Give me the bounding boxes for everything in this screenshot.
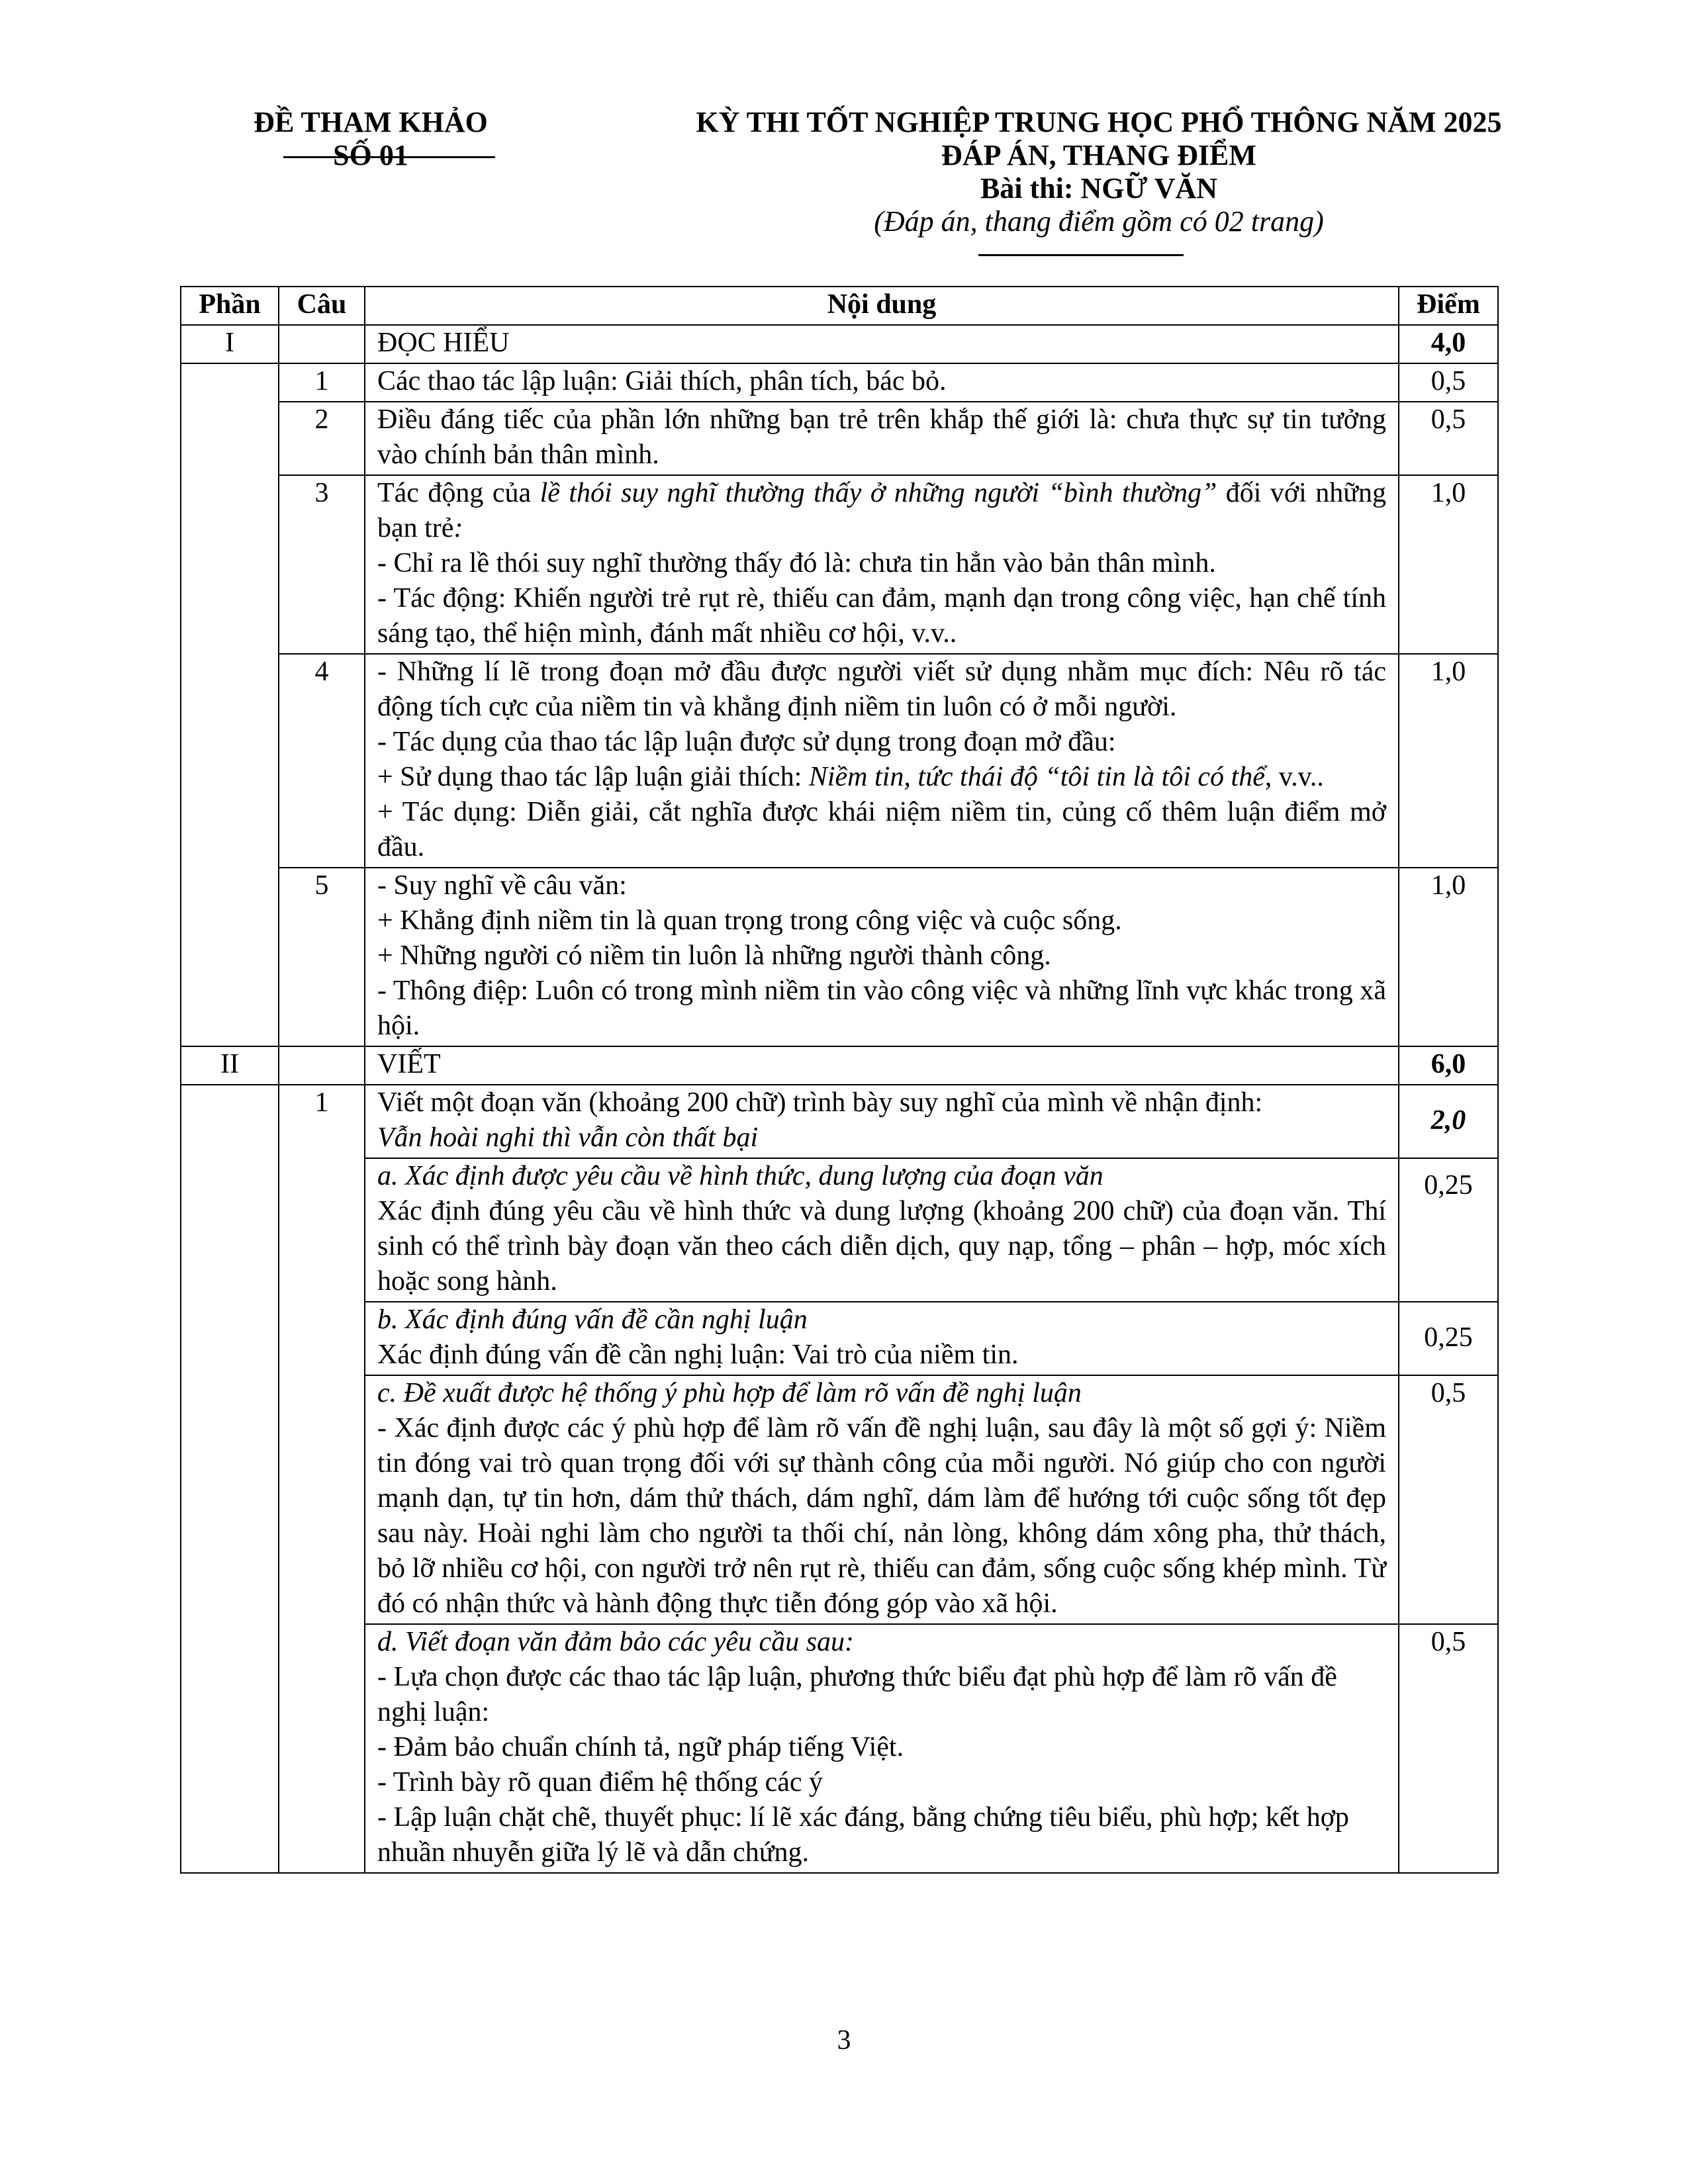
- col-header-points: Điểm: [1399, 287, 1498, 325]
- answer-content: [365, 654, 1399, 868]
- writing-prompt: [365, 1085, 1399, 1158]
- criterion-line: - Lập luận chặt chẽ, thuyết phục: lí lẽ xác đáng, bằng chứng tiêu biểu, phù hợp; kết hợp nhuần nhuyễn giữa lý lẽ và dẫn chứng.: [377, 1802, 1349, 1868]
- answer-italic: Niềm tin, tức thái độ “tôi tin là tôi có thể: [808, 762, 1265, 792]
- answer-content: [365, 475, 1399, 654]
- criterion-heading: d. Viết đoạn văn đảm bảo các yêu cầu sau:: [377, 1627, 855, 1657]
- table-row: [181, 654, 1498, 868]
- header-right-underline: [978, 254, 1184, 256]
- answer-line: - Những lí lẽ trong đoạn mở đầu được người viết sử dụng nhằm mục đích: Nêu rõ tác động tích cực của niềm tin và khẳng định niềm tin luôn có ở mỗi người.: [377, 657, 1386, 722]
- criterion-points: 0,25: [1399, 1302, 1498, 1375]
- criterion-heading: a. Xác định được yêu cầu về hình thức, dung lượng của đoạn văn: [377, 1161, 1103, 1191]
- section-part-number: II: [181, 1046, 279, 1085]
- criterion-a: [365, 1158, 1399, 1302]
- header-left-underline: [283, 156, 495, 158]
- answer-line: - Thông điệp: Luôn có trong mình niềm tin vào công việc và những lĩnh vực khác trong xã hội.: [377, 976, 1386, 1041]
- answer-text: + Sử dụng thao tác lập luận giải thích:: [377, 762, 809, 792]
- section-row-writing: [181, 1046, 1498, 1085]
- table-header-row: [181, 287, 1498, 325]
- answer-line: - Tác dụng của thao tác lập luận được sử dụng trong đoạn mở đầu:: [377, 727, 1116, 757]
- exam-title: KỲ THI TỐT NGHIỆP TRUNG HỌC PHỔ THÔNG NĂM 2025: [696, 106, 1502, 138]
- criterion-line: - Trình bày rõ quan điểm hệ thống các ý: [377, 1767, 823, 1797]
- subject-line: Bài thi: NGỮ VĂN: [980, 172, 1218, 205]
- table-row: [181, 402, 1498, 475]
- empty-cell: [279, 1046, 365, 1085]
- col-header-part: Phần: [181, 287, 279, 325]
- answer-intro: [377, 476, 1386, 546]
- criterion-line: Xác định đúng vấn đề cần nghị luận: Vai trò của niềm tin.: [377, 1340, 1019, 1370]
- answer-key-table: [180, 286, 1499, 1874]
- question-points: 2,0: [1399, 1085, 1498, 1158]
- table-row: [181, 475, 1498, 654]
- empty-part-cell: [181, 1085, 279, 1873]
- intro-text: Tác động của: [377, 478, 540, 508]
- criterion-heading: c. Đề xuất được hệ thống ý phù hợp để làm rõ vấn đề nghị luận: [377, 1378, 1082, 1408]
- table-row: [181, 868, 1498, 1046]
- section-points: 4,0: [1399, 325, 1498, 363]
- reference-exam-label: ĐỀ THAM KHẢO SỐ 01: [254, 106, 488, 171]
- criterion-c: [365, 1375, 1399, 1624]
- answer-line: + Những người có niềm tin luôn là những người thành công.: [377, 940, 1051, 971]
- question-number: 3: [279, 475, 365, 654]
- answer-text: , v.v..: [1264, 762, 1324, 792]
- criterion-d: [365, 1624, 1399, 1873]
- empty-part-cell: [181, 363, 279, 1046]
- page-number: 3: [837, 2025, 851, 2056]
- table-row: [181, 363, 1498, 402]
- intro-text: đối với những bạn trẻ: [377, 478, 1387, 543]
- answer-key-subtitle: ĐÁP ÁN, THANG ĐIỂM: [941, 139, 1256, 171]
- col-header-question: Câu: [279, 287, 365, 325]
- criterion-b: [365, 1302, 1399, 1375]
- question-points: 0,5: [1399, 402, 1498, 475]
- table-row: [181, 1624, 1498, 1873]
- intro-italic: :: [453, 513, 463, 543]
- answer-line: - Suy nghĩ về câu văn:: [377, 870, 627, 901]
- criterion-points: 0,5: [1399, 1375, 1498, 1624]
- question-points: 1,0: [1399, 868, 1498, 1046]
- criterion-points: 0,25: [1399, 1158, 1498, 1302]
- answer-line: + Khẳng định niềm tin là quan trọng trong công việc và cuộc sống.: [377, 905, 1122, 936]
- intro-italic: lề thói suy nghĩ thường thấy ở những người “bình thường”: [539, 478, 1217, 508]
- criterion-line: Xác định đúng yêu cầu về hình thức và dung lượng (khoảng 200 chữ) của đoạn văn. Thí sinh có thể trình bày đoạn văn theo cách diễn dịch, quy nạp, tổng – phân – hợp, móc xích hoặc song hành.: [377, 1196, 1386, 1297]
- question-points: 1,0: [1399, 475, 1498, 654]
- criterion-line: - Lựa chọn được các thao tác lập luận, phương thức biểu đạt phù hợp để làm rõ vấn đề nghị luận:: [377, 1662, 1337, 1727]
- answer-content: [365, 402, 1399, 475]
- answer-line: [377, 760, 1386, 795]
- question-points: 0,5: [1399, 363, 1498, 402]
- answer-line: - Tác động: Khiến người trẻ rụt rè, thiếu can đảm, mạnh dạn trong công việc, hạn chế tính sáng tạo, thể hiện mình, đánh mất nhiều cơ hội, v.v..: [377, 583, 1386, 649]
- table-row: [181, 1375, 1498, 1624]
- section-row-reading: [181, 325, 1498, 363]
- section-points: 6,0: [1399, 1046, 1498, 1085]
- prompt-quote: Vẫn hoài nghi thì vẫn còn thất bại: [377, 1122, 759, 1153]
- criterion-line: - Xác định được các ý phù hợp để làm rõ vấn đề nghị luận, sau đây là một số gợi ý: Niềm tin đóng vai trò quan trọng đối với sự thành công của mỗi người. Nó giúp cho con người mạnh dạn, tự tin hơn, dám thử thách, dám nghĩ, dám làm để hướng tới cuộc sống tốt đẹp sau này. Hoài nghi làm cho người ta thối chí, nản lòng, không dám xông pha, thử thách, bỏ lỡ nhiều cơ hội, con người trở nên rụt rè, thiếu can đảm, sống cuộc sống khép mình. Từ đó có nhận thức và hành động thực tiễn đóng góp vào xã hội.: [377, 1413, 1386, 1619]
- answer-content: [365, 363, 1399, 402]
- question-points: 1,0: [1399, 654, 1498, 868]
- answer-line: - Chỉ ra lề thói suy nghĩ thường thấy đó là: chưa tin hẳn vào bản thân mình.: [377, 548, 1216, 578]
- answer-content: [365, 868, 1399, 1046]
- section-part-number: I: [181, 325, 279, 363]
- question-number: 1: [279, 363, 365, 402]
- page-count-note: (Đáp án, thang điểm gồm có 02 trang): [874, 205, 1324, 238]
- table-row: [181, 1085, 1498, 1158]
- answer-line: + Tác dụng: Diễn giải, cắt nghĩa được khái niệm niềm tin, củng cố thêm luận điểm mở đầu.: [377, 797, 1386, 862]
- criterion-line: - Đảm bảo chuẩn chính tả, ngữ pháp tiếng Việt.: [377, 1732, 904, 1762]
- exam-header: [635, 106, 1562, 238]
- table-row: [181, 1302, 1498, 1375]
- section-title: ĐỌC HIỂU: [365, 325, 1399, 363]
- question-number: 5: [279, 868, 365, 1046]
- criterion-points: 0,5: [1399, 1624, 1498, 1873]
- table-row: [181, 1158, 1498, 1302]
- prompt-text: Viết một đoạn văn (khoảng 200 chữ) trình bày suy nghĩ của mình về nhận định:: [377, 1087, 1263, 1118]
- answer-line: Điều đáng tiếc của phần lớn những bạn trẻ trên khắp thế giới là: chưa thực sự tin tưởng vào chính bản thân mình.: [377, 404, 1386, 470]
- empty-cell: [279, 325, 365, 363]
- question-number: 4: [279, 654, 365, 868]
- col-header-content: Nội dung: [365, 287, 1399, 325]
- section-title: VIẾT: [365, 1046, 1399, 1085]
- question-number: 1: [279, 1085, 365, 1873]
- question-number: 2: [279, 402, 365, 475]
- answer-line: Các thao tác lập luận: Giải thích, phân tích, bác bỏ.: [377, 366, 947, 396]
- criterion-heading: b. Xác định đúng vấn đề cần nghị luận: [377, 1304, 808, 1335]
